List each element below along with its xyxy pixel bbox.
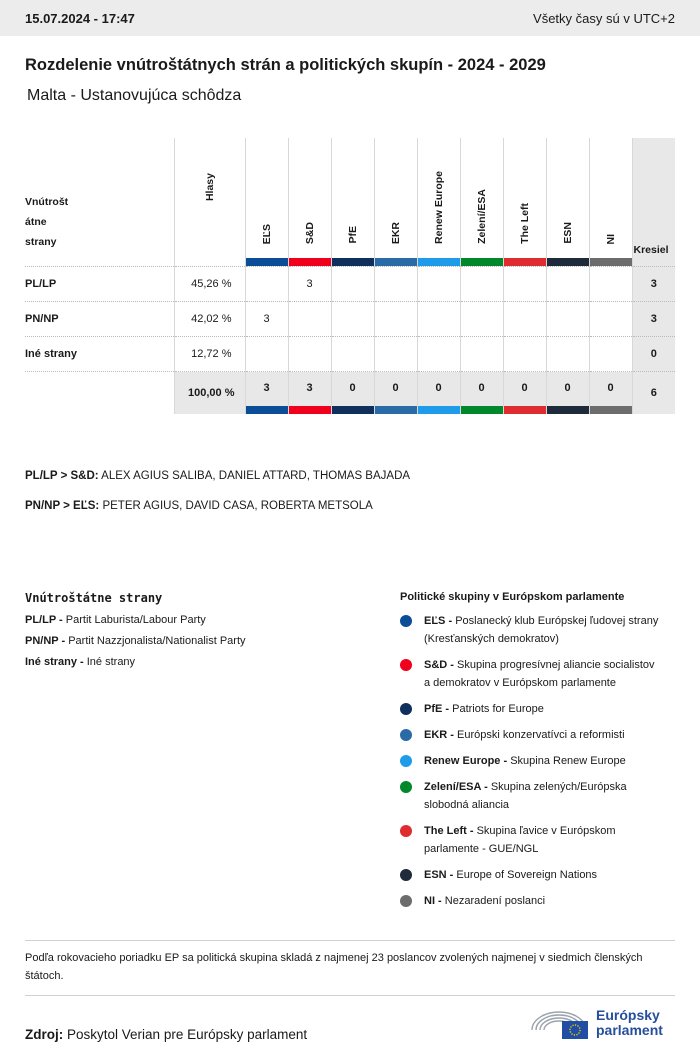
legend-title: Politické skupiny v Európskom parlamente [400, 591, 625, 603]
seat-cell [245, 337, 288, 372]
total-seat-cell: 0 [589, 372, 632, 414]
seats-total: 3 [632, 302, 675, 337]
vote-share: 42,02 % [174, 302, 245, 337]
total-seats: 6 [632, 372, 675, 414]
group-dot-icon [400, 781, 412, 793]
vote-share: 12,72 % [174, 337, 245, 372]
seat-cell [589, 337, 632, 372]
legend-item: Iné strany - Iné strany [25, 656, 136, 668]
group-color-bar [504, 406, 546, 414]
group-color-bar [590, 406, 632, 414]
seat-cell [288, 302, 331, 337]
group-color-bar [246, 406, 288, 414]
group-column-header: NI [589, 138, 632, 267]
ep-logo [528, 1003, 678, 1043]
seat-cell [460, 267, 503, 302]
seat-cell [374, 302, 417, 337]
top-bar [0, 0, 700, 36]
group-color-bar [246, 258, 288, 266]
results-table [25, 138, 675, 414]
group-column-header: Renew Europe [417, 138, 460, 267]
party-name: PN/NP [25, 302, 174, 337]
legend-item: EKR - Európski konzervatívci a reformisti [400, 726, 660, 744]
group-dot-icon [400, 729, 412, 741]
legend-item: S&D - Skupina progresívnej aliancie socialistov a demokratov v Európskom parlamente [400, 656, 660, 692]
legend-item: EĽS - Poslanecký klub Európskej ľudovej strany (Kresťanských demokratov) [400, 612, 660, 648]
legend-item: Zelení/ESA - Skupina zelených/Európska slobodná aliancia [400, 778, 660, 814]
seat-cell [546, 337, 589, 372]
seat-cell [503, 302, 546, 337]
total-seat-cell: 0 [546, 372, 589, 414]
timezone-note: Všetky časy sú v UTC+2 [533, 10, 675, 26]
total-seat-cell: 0 [460, 372, 503, 414]
seat-cell [245, 267, 288, 302]
votes-column-header: Hlasy [174, 138, 245, 267]
group-dot-icon [400, 825, 412, 837]
group-color-bar [375, 406, 417, 414]
mep-list: PL/LP > S&D: ALEX AGIUS SALIBA, DANIEL ATTARD, THOMAS BAJADA [25, 470, 411, 482]
group-color-bar [418, 406, 460, 414]
group-color-bar [418, 258, 460, 266]
group-color-bar [504, 258, 546, 266]
group-column-header: The Left [503, 138, 546, 267]
legend-item: PL/LP - Partit Laburista/Labour Party [25, 614, 206, 626]
group-column-header: EKR [374, 138, 417, 267]
group-dot-icon [400, 703, 412, 715]
rules-note: Podľa rokovacieho poriadku EP sa politická skupina skladá z najmenej 23 poslancov zvolených najmenej v siedmich členských štátoch. [25, 940, 675, 996]
ep-hemicycle-icon [528, 1004, 590, 1042]
seat-cell [503, 267, 546, 302]
mep-list: PN/NP > EĽS: PETER AGIUS, DAVID CASA, ROBERTA METSOLA [25, 500, 373, 512]
seat-cell [546, 267, 589, 302]
vote-share: 45,26 % [174, 267, 245, 302]
ep-brand: Európsky parlament [596, 1007, 663, 1038]
seat-cell [417, 302, 460, 337]
group-color-bar [461, 258, 503, 266]
seats-total: 0 [632, 337, 675, 372]
seats-column-header: Kresiel [632, 138, 675, 267]
group-column-header: PfE [331, 138, 374, 267]
group-dot-icon [400, 895, 412, 907]
group-color-bar [332, 258, 374, 266]
group-color-bar [590, 258, 632, 266]
total-seat-cell: 0 [417, 372, 460, 414]
table-row [25, 267, 675, 302]
group-dot-icon [400, 755, 412, 767]
seat-cell [331, 267, 374, 302]
datetime: 15.07.2024 - 17:47 [25, 10, 135, 26]
group-dot-icon [400, 869, 412, 881]
seat-cell [374, 267, 417, 302]
seat-cell [374, 337, 417, 372]
group-color-bar [289, 406, 331, 414]
group-dot-icon [400, 659, 412, 671]
seat-cell [589, 267, 632, 302]
seat-cell [288, 337, 331, 372]
party-column-header: Vnútrošt átne strany [25, 196, 69, 248]
group-column-header: Zelení/ESA [460, 138, 503, 267]
total-row [25, 372, 675, 414]
total-seat-cell: 3 [245, 372, 288, 414]
legend-item: The Left - Skupina ľavice v Európskom parlamente - GUE/NGL [400, 822, 660, 858]
group-color-bar [332, 406, 374, 414]
seat-cell [417, 337, 460, 372]
total-seat-cell: 0 [331, 372, 374, 414]
party-name: PL/LP [25, 267, 174, 302]
legend-title: Vnútroštátne strany [25, 591, 163, 605]
party-name: Iné strany [25, 337, 174, 372]
group-column-header: S&D [288, 138, 331, 267]
group-dot-icon [400, 615, 412, 627]
group-column-header: ESN [546, 138, 589, 267]
page-title: Rozdelenie vnútroštátnych strán a politických skupín - 2024 - 2029 [25, 56, 546, 74]
group-color-bar [547, 406, 589, 414]
seat-cell [460, 337, 503, 372]
total-vote-share: 100,00 % [174, 372, 245, 414]
table-row [25, 302, 675, 337]
total-seat-cell: 3 [288, 372, 331, 414]
seat-cell [589, 302, 632, 337]
legend-item: Renew Europe - Skupina Renew Europe [400, 752, 660, 770]
legend-item: NI - Nezaradení poslanci [400, 892, 660, 910]
seat-cell [417, 267, 460, 302]
seat-cell [546, 302, 589, 337]
seat-cell [331, 302, 374, 337]
table-header-row [25, 138, 675, 267]
seat-cell [460, 302, 503, 337]
group-color-bar [289, 258, 331, 266]
page-subtitle: Malta - Ustanovujúca schôdza [27, 87, 242, 104]
total-seat-cell: 0 [503, 372, 546, 414]
group-column-header: EĽS [245, 138, 288, 267]
national-parties-legend [25, 591, 365, 677]
seat-cell [503, 337, 546, 372]
total-seat-cell: 0 [374, 372, 417, 414]
group-color-bar [461, 406, 503, 414]
seat-cell [331, 337, 374, 372]
seat-cell: 3 [288, 267, 331, 302]
source-line: Zdroj: Poskytol Verian pre Európsky parlament [25, 1027, 308, 1042]
legend-item: PN/NP - Partit Nazzjonalista/Nationalist Party [25, 635, 246, 647]
legend-item: PfE - Patriots for Europe [400, 700, 660, 718]
group-color-bar [375, 258, 417, 266]
seats-total: 3 [632, 267, 675, 302]
seat-cell: 3 [245, 302, 288, 337]
table-row [25, 337, 675, 372]
political-groups-legend [400, 591, 660, 918]
legend-item: ESN - Europe of Sovereign Nations [400, 866, 660, 884]
group-color-bar [547, 258, 589, 266]
